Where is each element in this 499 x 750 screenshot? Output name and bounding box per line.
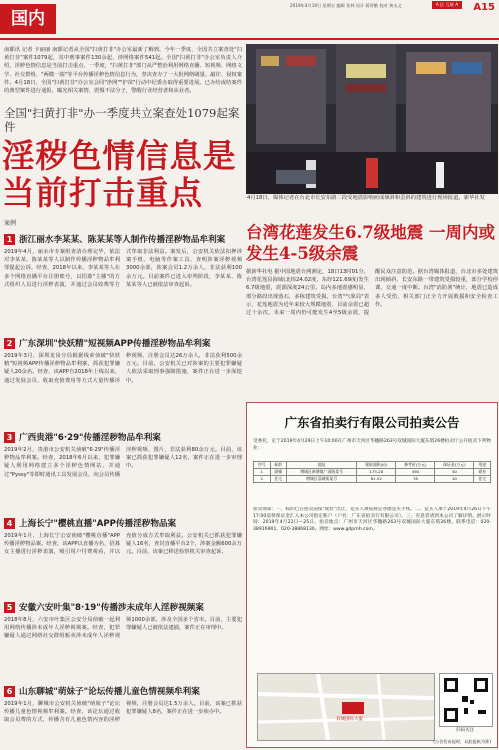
- case-3-body: 2019年2月，贵港市公安机关侦破"6·29"传播淫秽物品牟利案。经查，2018年6月以来，犯罪嫌疑人利用网络建立多个淫秽色情网站，并通过"Pyssy"等即时通讯工具发展会员，向会员传播淫秽视频、图片，非法获利80余万元。目前，该案已抓获犯罪嫌疑人12名，案件正在进一步审理中。: [4, 447, 242, 478]
- masthead: [0, 0, 499, 44]
- section-tab: 国内: [0, 4, 56, 34]
- issue-meta: 2019年4月19日 星期五 编辑 张林 设计 蒋智勤 校对 黄永文: [290, 3, 402, 8]
- auction-table-header: [254, 462, 491, 469]
- auction-notice: [246, 402, 498, 748]
- case-2-body: 2019年3月，深圳龙岗分局根据线索侦破"快妖精"短视频APP传播淫秽物品牟利案，抓获犯罪嫌疑人20余名。经查，该APP自2018年上线以来，通过发展会员、收取充值费用等方式大量传播淫秽视频，注册会员达26万余人，非法获利500余万元。目前，公安机关已对涉案的主要犯罪嫌疑人依法采取刑事强制措施，案件正在进一步深挖中。: [4, 353, 242, 384]
- lead-article: [4, 46, 242, 95]
- masthead-rule: [0, 38, 499, 40]
- table-header-cell: 序号: [254, 462, 271, 469]
- taiwan-headline: 台湾花莲发生6.7级地震 一周内或发生4-5级余震: [246, 223, 495, 263]
- table-header-cell: 建筑面积(㎡): [357, 462, 396, 469]
- case-6-heading: 6 山东聊城"萌妹子"论坛传播儿童色情视频牟利案: [4, 686, 242, 698]
- article-subhead: 全国"扫黄打非"办一季度共立案查处1079起案件: [4, 106, 240, 134]
- table-header-cell: 标的: [270, 462, 287, 469]
- news-photo: [246, 44, 498, 194]
- case-3-heading: 3 广西贵港"6·29"传播淫秽物品牟利案: [4, 432, 242, 444]
- case-5-heading: 5 安徽六安叶集"8·19"传播涉未成年人淫秽视频案: [4, 602, 242, 614]
- map-label: 双城国际大厦: [336, 717, 363, 722]
- case-4-body: 2019年1月，上海长宁公安侦破"樱桃直播"APP传播淫秽物品案。经查，该APP以直播为名，招募女主播进行淫秽表演，吸引用户付费观看，并以充值分成方式牟取利益。公安机关已抓获犯罪嫌疑人16名，查封直播平台2个，涉案金额600余万元。目前，该案已移送检察机关审查起诉。: [4, 533, 242, 556]
- edition-chip: A 区 互联 A: [432, 1, 462, 9]
- qr-code-image: [440, 674, 492, 726]
- qr-code: [439, 673, 493, 727]
- street-scene-image: [246, 44, 498, 194]
- lead-text: 南都讯 记者 卡丽丽 南都记者从全国"扫黄打非"办公室最新了解到，今年一季度，全国共立案查处"扫黄打非"案件1079起，其中刑事案件130余起，涉网络案件541起。全国"扫黄打非"办公室负责人介绍，淫秽色情信息是当前打击重点，一季度，"扫黄打非"部门从严整治利用网络直播、短视频、网络文学、社交群组、"两微一端"等平台传播淫秽色情信息行为，坚决查办了一大批网络刷量、敲诈、侵权案件。4月18日，全国"扫黄打非"办公室会同"净网""护苗"行动中纪委办取得重要进展。已办结或结案件的典型案件进行通报，曝光相关案情，震慑不法分子，警醒行业经营者和从业者。: [4, 47, 242, 95]
- case-5-body: 2018年8月，六安市叶集区公安分局侦破一起利用网络传播涉未成年人淫秽视频案。经查，犯罪嫌疑人通过网络社交群组贩卖涉未成年人淫秽视频1000余部，涉及全国多个省市。目前，主要犯罪嫌疑人已被依法逮捕，案件正在审理中。: [4, 617, 242, 640]
- case-label: 案例: [4, 220, 17, 227]
- taiwan-body: 据新华社电 据中国地震台网测定，18日13时01分，台湾花莲县海域(北纬24.02度，东经121.69度)发生6.7级地震，震源深度24公里。岛内多地震感明显，部分路段出现落石，多栋建筑受损。台湾"气象局"表示，花莲地震为近年来较大规模地震，目前余震已超过十余次，未来一周内仍可能发生4至5级余震，提醒民众注意防范。据台湾媒体报道，台北市多处建筑出现倾斜，长安东路一带建筑受损较重，部分学校停课，交通一度中断。台湾"消防署"统计，地震已造成多人受伤，相关部门正全力开展救援和安全检查工作。: [246, 269, 498, 317]
- auction-notes: 拍卖须知：一、标的已在拍卖前按"现状"出让，竞买人须按规定办理竞买手续。二、竞买人须于2019年4月26日下午17:00前将保证金汇入本公司指定账户（户名：广东省拍卖行有限公司）。三、有意者请到本公司了解详情。展示时间：2019年4月22日—25日。拍卖地点：广州市天河区华穗路263号双城国际大厦东塔26楼。联系电话：020-38916901、020-38868136。网址：www.gdpmh.com。: [253, 507, 491, 533]
- table-row: 1 商铺 增城区新塘镇广园路某号 175.28 490 50 商业: [254, 469, 491, 476]
- auction-footer: (公告发布起时，以此报纸为准): [433, 739, 491, 744]
- table-row: 2 住宅 增城区荔城街某号 81.52 78 10 住宅: [254, 476, 491, 483]
- table-header-cell: 保证金(万元): [435, 462, 474, 469]
- auction-title: 广东省拍卖行有限公司拍卖公告: [284, 415, 460, 430]
- article-headline: 淫秽色情信息是当前打击重点: [2, 136, 237, 212]
- page-number: A15: [473, 2, 495, 13]
- auction-table: [253, 461, 491, 483]
- photo-caption: 4月18日，媒体记者在台北市长安东路二段受地震影响而成倾斜和歪斜的建筑进行现场报道。新华社发: [247, 195, 485, 201]
- map-image: [258, 674, 434, 740]
- qr-label: 扫码关注: [456, 728, 474, 733]
- table-header-cell: 用途: [474, 462, 491, 469]
- table-header-cell: 地址: [287, 462, 357, 469]
- auction-intro: 受委托，定于2019年4月29日上午10:00在广州市天河区华穗路263号双城国际大厦东塔26楼拍卖厅公开拍卖下列物业：: [253, 439, 491, 451]
- case-6-body: 2019年1月，聊城市公安机关侦破"萌妹子"论坛传播儿童色情视频牟利案。经查，该论坛通过收取会员费的方式，传播含有儿童色情内容的淫秽视频，注册会员达1.5万余人。目前，该案已抓获犯罪嫌疑人8名，案件正在进一步侦办中。: [4, 701, 242, 724]
- table-header-cell: 参考价(万元): [396, 462, 435, 469]
- case-1-body: 2019年4月，丽水市专案组查清办理完毕，依法对李某某、陈某某等人以制作传播淫秽物品牟利罪提起公诉。经查，2018年以来，李某某等人在多个网络直播平台注册账号，以招募"主播"的方式组织人员进行淫秽表演，并通过会员收费等方式牟取非法利益。案发后，公安机关依法扣押涉案手机、电脑等作案工具，查明涉案淫秽视频3000余部，涉案会员1.2万余人，非法获利100余万元。目前案件已进入审判阶段，李某某、陈某某等人已被依法审查起诉。: [4, 249, 242, 288]
- case-1-heading: 1 浙江丽水李某某、陈某某等人制作传播淫秽物品牟利案: [4, 234, 242, 246]
- location-map: [257, 673, 435, 741]
- case-2-heading: 2 广东深圳"快妖精"短视频APP传播淫秽物品牟利案: [4, 338, 242, 350]
- case-4-heading: 4 上海长宁"樱桃直播"APP传播淫秽物品案: [4, 518, 242, 530]
